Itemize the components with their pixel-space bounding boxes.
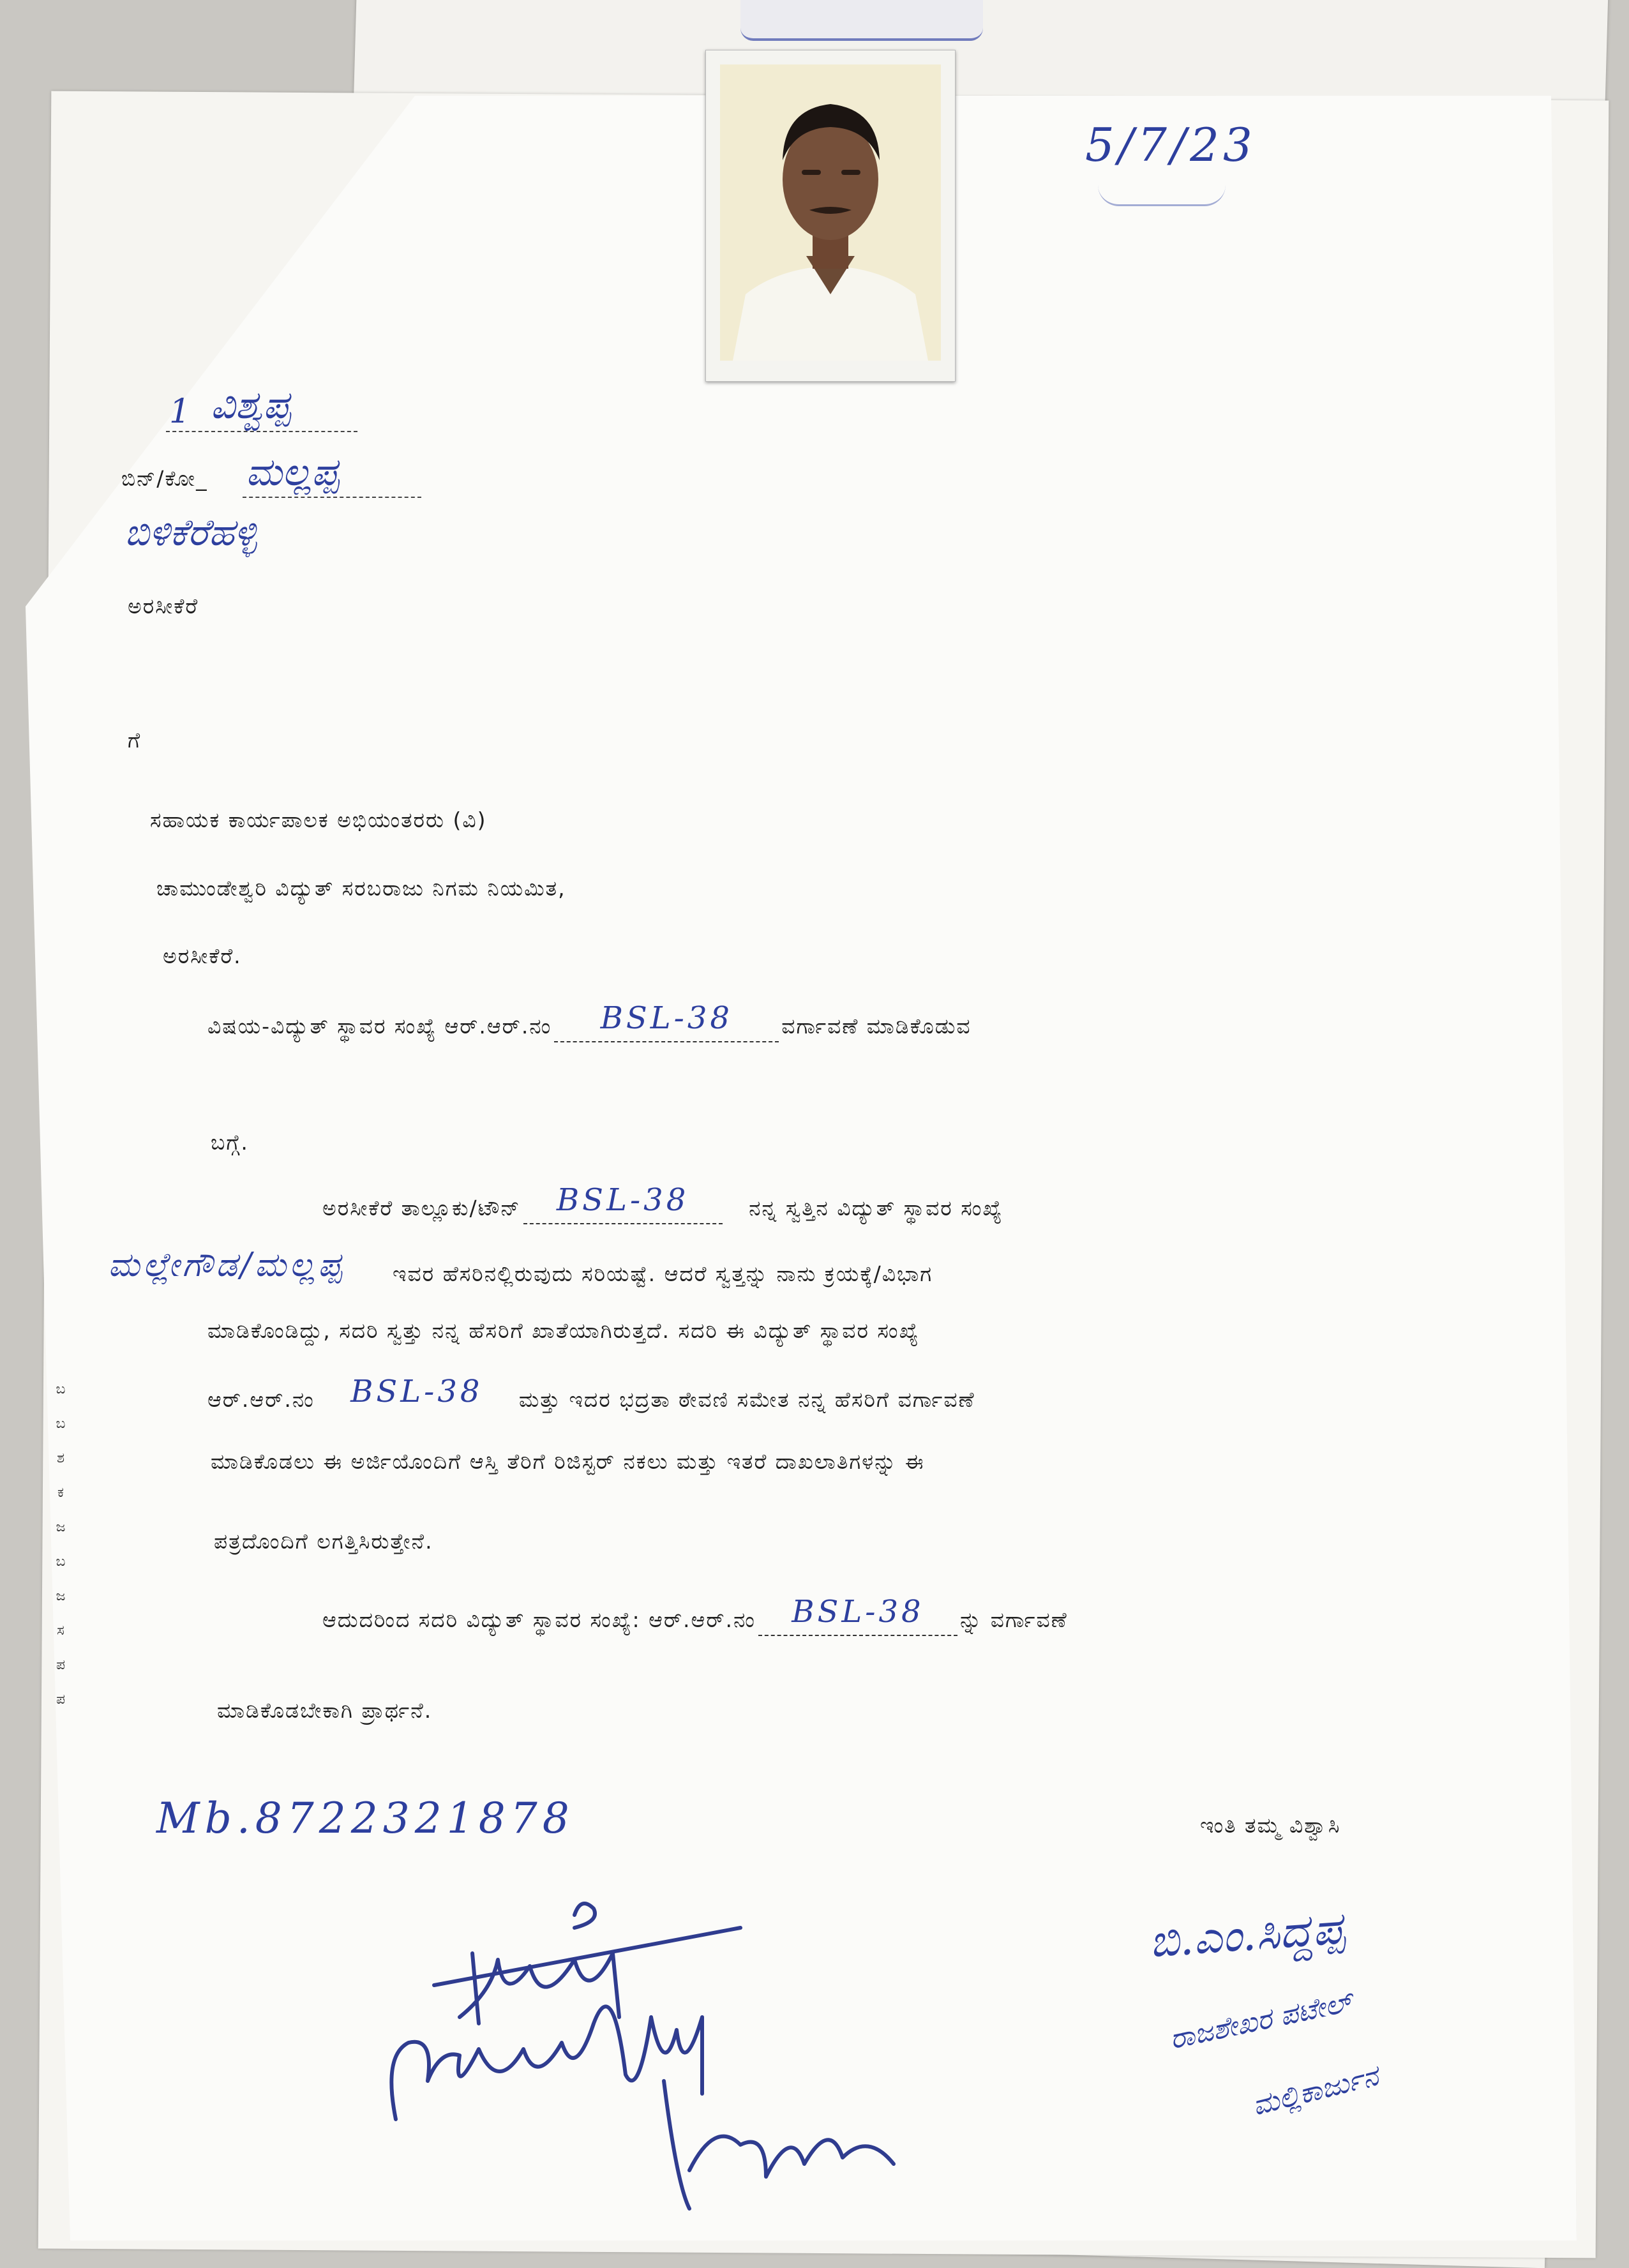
subject-prefix: ವಿಷಯ-ವಿದ್ಯುತ್ ಸ್ಥಾವರ ಸಂಖ್ಯೆ ಆರ್.ಆರ್.ನಂ — [207, 1014, 552, 1039]
signature-right-1: ಬಿ.ಎಂ.ಸಿದ್ದಪ್ಪ — [1147, 1902, 1346, 1968]
subject-line-2: ಬಗ್ಗೆ. — [211, 1130, 249, 1155]
body-line-6: ಪತ್ರದೊಂದಿಗೆ ಲಗತ್ತಿಸಿರುತ್ತೇನೆ. — [214, 1529, 433, 1554]
date-handwritten: 5/7/23 — [1085, 118, 1256, 172]
sender-number: 1 — [169, 393, 191, 431]
mobile-number: Mb.8722321878 — [156, 1794, 574, 1843]
signature-right-2: ರಾಜಶೇಖರ ಪಟೇಲ್ — [1166, 1985, 1355, 2056]
body-p2-line-1: ಆದುದರಿಂದ ಸದರಿ ವಿದ್ಯುತ್ ಸ್ಥಾವರ ಸಂಖ್ಯೆ: ಆರ್.ಆರ್.ನಂ BSL-38 ನ್ನು ವರ್ಗಾವಣೆ — [322, 1599, 1068, 1636]
taluk-name: ಅರಸೀಕೆರೆ — [128, 594, 199, 619]
signature-right-3: ಮಲ್ಲಿಕಾರ್ಜುನ — [1249, 2059, 1382, 2122]
photo-portrait — [720, 64, 941, 361]
previous-owner-name: ಮಲ್ಲೇಗೌಡ/ಮಲ್ಲಪ್ಪ — [108, 1246, 345, 1284]
father-name: ಮಲ್ಲಪ್ಪ — [246, 450, 340, 495]
recipient-place: ಅರಸೀಕೆರೆ. — [163, 943, 242, 968]
sender-name: ವಿಶ್ವಪ್ಪ — [211, 383, 291, 428]
request-rr-number: BSL-38 — [792, 1594, 924, 1630]
subject-line-1 — [207, 1000, 972, 1042]
to-marker: ಗೆ — [128, 728, 142, 753]
stamp-strip-left-edge: ಬ ಬ ಶ ಕ ಜ ಬ ಜ ಸ ಪ ಪ — [56, 1381, 66, 1708]
father-name-underline — [243, 497, 421, 498]
relation-label: ಬಿನ್/ಕೋ_ — [121, 466, 208, 491]
body-p2-line-2: ಮಾಡಿಕೊಡಬೇಕಾಗಿ ಪ್ರಾರ್ಥನೆ. — [217, 1698, 433, 1723]
body-line-1: ಅರಸೀಕೆರೆ ತಾಲ್ಲೂಕು/ಟೌನ್ BSL-38 ನನ್ನ ಸ್ವತ್ತಿನ ವಿದ್ಯುತ್ ಸ್ಥಾವರ ಸಂಖ್ಯೆ — [322, 1187, 1003, 1224]
sender-name-underline — [166, 431, 357, 432]
taluk-rr-number: BSL-38 — [556, 1182, 689, 1218]
closing: ಇಂತಿ ತಮ್ಮ ವಿಶ್ವಾಸಿ — [1200, 1813, 1341, 1838]
body-line-5: ಮಾಡಿಕೊಡಲು ಈ ಅರ್ಜಿಯೊಂದಿಗೆ ಆಸ್ತಿ ತೆರಿಗೆ ರಿಜಿಸ್ಟರ್ ನಕಲು ಮತ್ತು ಇತರೆ ದಾಖಲಾತಿಗಳನ್ನು ಈ — [211, 1449, 925, 1474]
body-line-4: ಆರ್.ಆರ್.ನಂ BSL-38 ಮತ್ತು ಇದರ ಭದ್ರತಾ ಠೇವಣಿ ಸಮೇತ ನನ್ನ ಹೆಸರಿಗೆ ವರ್ಗಾವಣೆ — [207, 1374, 975, 1412]
passport-photo — [705, 50, 956, 382]
recipient-designation: ಸಹಾಯಕ ಕಾರ್ಯಪಾಲಕ ಅಭಿಯಂತರರು (ವಿ) — [150, 807, 487, 832]
transfer-rr-number: BSL-38 — [350, 1374, 483, 1409]
body-line-3: ಮಾಡಿಕೊಂಡಿದ್ದು, ಸದರಿ ಸ್ವತ್ತು ನನ್ನ ಹೆಸರಿಗೆ ಖಾತೆಯಾಗಿರುತ್ತದೆ. ಸದರಿ ಈ ವಿದ್ಯುತ್ ಸ್ಥಾವರ ಸಂಖ್ಯೆ — [207, 1318, 920, 1343]
date-underline-scribble — [1098, 185, 1226, 206]
subject-rr-number: BSL-38 — [600, 1000, 733, 1036]
recipient-company: ಚಾಮುಂಡೇಶ್ವರಿ ವಿದ್ಯುತ್ ಸರಬರಾಜು ನಿಗಮ ನಿಯಮಿತ, — [156, 876, 566, 901]
subject-suffix: ವರ್ಗಾವಣೆ ಮಾಡಿಕೊಡುವ — [781, 1014, 972, 1039]
signature-left — [383, 1889, 1021, 2221]
body-line-2: ಮಲ್ಲೇಗೌಡ/ಮಲ್ಲಪ್ಪ ಇವರ ಹೆಸರಿನಲ್ಲಿರುವುದು ಸರಿಯಷ್ಟೆ. ಆದರೆ ಸ್ವತ್ತನ್ನು ನಾನು ಕ್ರಯಕ್ಕೆ/ವಿಭಾಗ — [108, 1246, 933, 1286]
village-name: ಬಿಳಿಕೆರೆಹಳ್ಳಿ — [124, 511, 257, 554]
stamp-fragment — [740, 0, 983, 41]
